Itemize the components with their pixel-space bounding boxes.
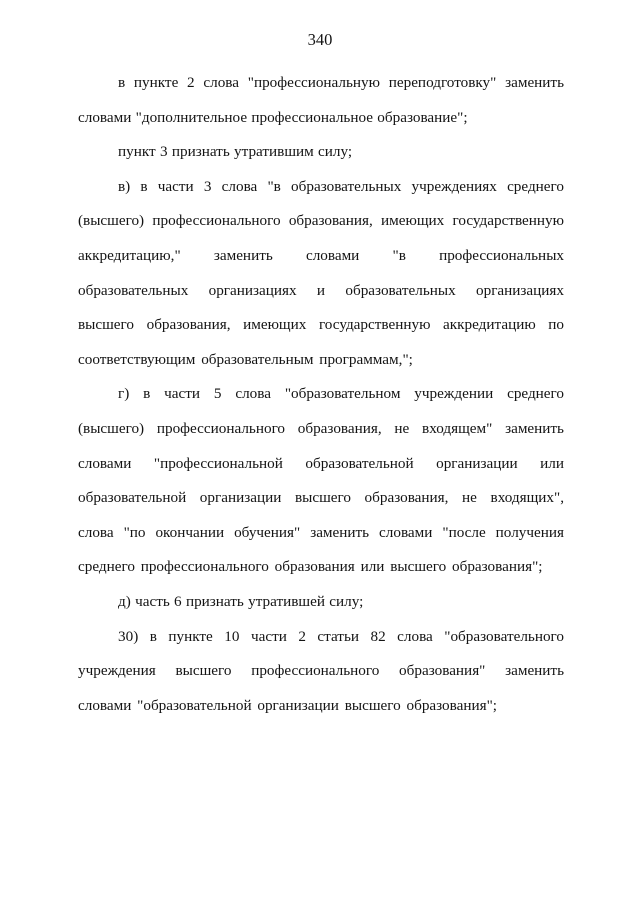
paragraph-item-30: 30) в пункте 10 части 2 статьи 82 слова "образовательного учреждения высшего профессионального образования" заменить словами "образовательной организации высшего образования"; [78, 627, 564, 714]
paragraph-subitem-v: в) в части 3 слова "в образовательных учреждениях среднего (высшего) профессионального образования, имеющих государственную аккредитацию," заменить словами "в профессиональных образовательных организациях и образовательных организациях высшего образования, имеющих государственную аккредитацию по соответствующим образовательным программам,"; [78, 177, 564, 368]
paragraph-item-3-repeal: пункт 3 признать утратившим силу; [118, 143, 353, 161]
paragraph-subitem-d: д) часть 6 признать утратившей силу; [118, 592, 364, 610]
page-number: 340 [307, 30, 333, 49]
document-body [78, 66, 564, 723]
paragraph-subitem-g: г) в части 5 слова "образовательном учреждении среднего (высшего) профессионального образования, не входящем" заменить словами "профессиональной образовательной организации или образовательной организации высшего образования, не входящих", слова "по окончании обучения" заменить словами "после получения среднего профессионального образования или высшего образования"; [78, 385, 564, 576]
paragraph-item-2-change: в пункте 2 слова "профессиональную переподготовку" заменить словами "дополнительное профессиональное образование"; [78, 74, 564, 126]
